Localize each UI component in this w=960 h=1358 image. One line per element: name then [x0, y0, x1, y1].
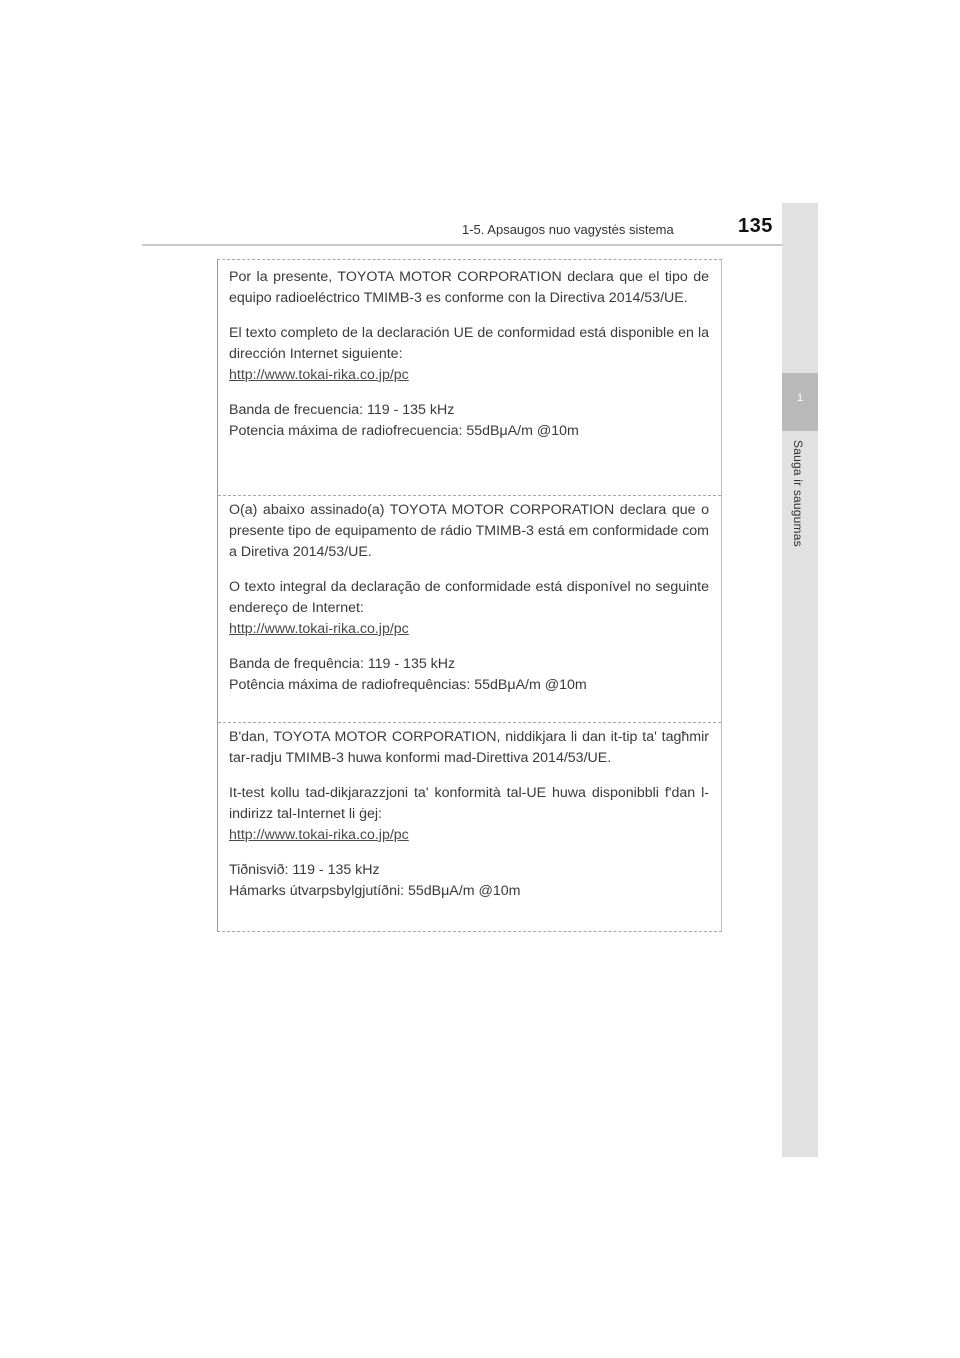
side-tab [782, 203, 818, 1157]
chapter-number: 1 [796, 392, 804, 404]
declaration-portuguese [218, 500, 721, 696]
header-rule [142, 244, 818, 246]
frequency-line: Tiðnisvið: 119 - 135 kHz [229, 862, 380, 878]
frequency-line: Banda de frequência: 119 - 135 kHz [229, 656, 456, 672]
declaration-paragraph: Por la presente, TOYOTA MOTOR CORPORATION declara que el tipo de equipo radioeléctrico TMIMB-3 es conforme con la Directiva 2014/53/UE. [229, 269, 709, 306]
section-divider [218, 722, 721, 723]
declaration-spanish [218, 267, 721, 442]
declaration-url-link[interactable]: http://www.tokai-rika.co.jp/pc [229, 621, 409, 637]
declaration-maltese [218, 727, 721, 902]
declaration-paragraph: O(a) abaixo assinado(a) TOYOTA MOTOR CORPORATION declara que o presente tipo de equipamento de rádio TMIMB-3 está em conformidade com a Diretiva 2014/53/UE. [229, 502, 710, 560]
declaration-url-link[interactable]: http://www.tokai-rika.co.jp/pc [229, 367, 409, 383]
declaration-paragraph: O texto integral da declaração de conformidade está disponível no seguinte endereço de Internet: [229, 579, 709, 616]
section-title: 1-5. Apsaugos nuo vagystės sistema [462, 222, 674, 237]
power-line: Potencia máxima de radiofrecuencia: 55dBμA/m @10m [229, 423, 579, 439]
chapter-label: Sauga ir saugumas [791, 440, 805, 547]
declaration-url-link[interactable]: http://www.tokai-rika.co.jp/pc [229, 827, 409, 843]
chapter-block [782, 373, 818, 431]
declaration-paragraph: El texto completo de la declaración UE de conformidad está disponible en la dirección Internet siguiente: [229, 325, 709, 362]
power-line: Hámarks útvarpsbylgjutíðni: 55dBμA/m @10m [229, 883, 521, 899]
section-divider [218, 495, 721, 496]
declaration-scan [217, 259, 722, 932]
page-number: 135 [738, 215, 773, 237]
declaration-paragraph: It-test kollu tad-dikjarazzjoni ta' konformità tal-UE huwa disponibbli f'dan l-indirizz tal-Internet li ġej: [229, 785, 709, 822]
power-line: Potência máxima de radiofrequências: 55dBμA/m @10m [229, 677, 587, 693]
frequency-line: Banda de frecuencia: 119 - 135 kHz [229, 402, 455, 418]
declaration-paragraph: B'dan, TOYOTA MOTOR CORPORATION, niddikjara li dan it-tip ta' tagħmir tar-radju TMIMB-3 huwa konformi mad-Direttiva 2014/53/UE. [229, 729, 709, 766]
